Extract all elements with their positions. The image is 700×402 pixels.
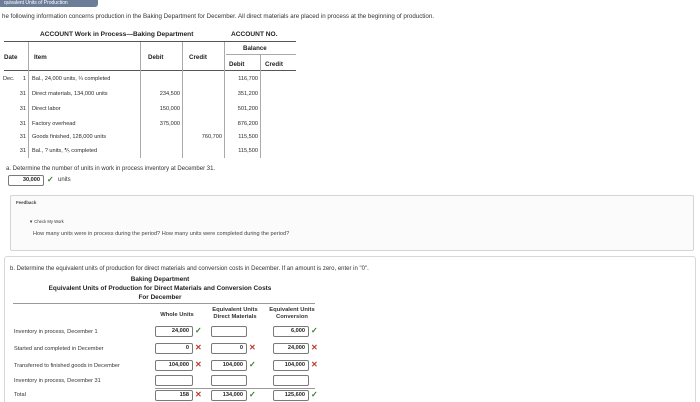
ledger-item: Bal., ? units, ⅗ completed: [32, 148, 98, 154]
account-no-label: ACCOUNT NO.: [231, 31, 278, 38]
eq-cc-input[interactable]: [273, 375, 309, 386]
eq-dm-input[interactable]: 0: [211, 343, 247, 354]
balance-rule: [226, 54, 296, 55]
part-b-panel: [4, 256, 696, 402]
eq-dm-input[interactable]: [211, 375, 247, 386]
ledger-debit: 234,500: [159, 91, 180, 97]
whole-units-input[interactable]: 24,000: [155, 326, 193, 337]
ledger-item: Bal., 24,000 units, ¼ completed: [32, 76, 111, 82]
part-b-question: b. Determine the equivalent units of production for direct materials and conversion costs in December. If an amount is zero, enter in "0".: [10, 266, 369, 272]
col-eq-conversion: Equivalent Units Conversion: [269, 307, 315, 320]
ledger-top-rule: [4, 41, 296, 42]
ledger-divider: [28, 42, 29, 158]
ledger-debit: 150,000: [159, 106, 180, 112]
correct-check-icon: ✓: [195, 326, 202, 335]
eq-dm-input[interactable]: [211, 326, 247, 337]
ledger-item: Direct labor: [32, 106, 61, 112]
incorrect-x-icon: ✕: [195, 390, 202, 399]
ledger-balance: 115,500: [238, 134, 258, 140]
ledger-month: Dec.: [3, 76, 15, 82]
part-a-answer-input[interactable]: 30,000: [8, 175, 44, 186]
row-label-total: Total: [14, 392, 26, 398]
part-a-unit-label: units: [58, 177, 71, 183]
incorrect-x-icon: ✕: [195, 343, 202, 352]
bal-credit-header: Credit: [265, 61, 283, 68]
col-credit-header: Credit: [189, 54, 207, 61]
ledger-balance: 501,200: [237, 106, 258, 112]
ledger-divider: [140, 42, 141, 158]
row-label: Inventory in process, December 31: [14, 378, 101, 384]
ledger-item: Factory overhead: [32, 121, 76, 127]
part-a-question: a. Determine the number of units in work in process inventory at December 31.: [6, 166, 216, 172]
incorrect-x-icon: ✕: [311, 343, 318, 352]
feedback-panel: [10, 195, 694, 251]
row-label: Started and completed in December: [14, 346, 104, 352]
ledger-header-rule: [4, 70, 296, 71]
correct-check-icon: ✓: [249, 360, 256, 369]
department-title: Baking Department: [130, 276, 190, 283]
incorrect-x-icon: ✕: [195, 360, 202, 369]
col-item-header: Item: [34, 54, 47, 61]
schedule-period: For December: [138, 294, 182, 301]
eq-cc-input[interactable]: 24,000: [273, 343, 309, 354]
ledger-balance: 116,700: [238, 76, 258, 82]
ledger-day: 31: [19, 91, 26, 97]
ledger-title: ACCOUNT Work in Process—Baking Department: [40, 31, 194, 38]
ledger-balance: 351,200: [237, 91, 258, 97]
section-tab: quivalent Units of Production: [0, 0, 98, 7]
schedule-title: Equivalent Units of Production for Direct Materials and Conversion Costs: [48, 285, 272, 292]
ledger-item: Goods finished, 128,000 units: [32, 134, 107, 140]
ledger-divider: [182, 42, 183, 158]
eq-cc-input[interactable]: 104,000: [273, 360, 309, 371]
whole-units-input[interactable]: 0: [155, 343, 193, 354]
correct-check-icon: ✓: [311, 390, 318, 399]
feedback-hint: How many units were in process during the period? How many units were completed during the period?: [33, 231, 290, 237]
correct-check-icon: ✓: [47, 175, 54, 184]
ledger-day: 1: [22, 76, 26, 82]
eq-cc-input[interactable]: 6,000: [273, 326, 309, 337]
col-debit-header: Debit: [148, 54, 164, 61]
balance-header: Balance: [243, 45, 267, 52]
ledger-divider: [260, 55, 261, 158]
ledger-credit: 760,700: [201, 134, 222, 140]
ledger-day: 31: [19, 134, 26, 140]
feedback-label: Feedback: [16, 200, 37, 205]
col-eq-direct-materials: Equivalent Units Direct Materials: [212, 307, 258, 320]
eq-dm-total-input[interactable]: 134,000: [211, 390, 247, 401]
whole-units-input[interactable]: 104,000: [155, 360, 193, 371]
bal-debit-header: Debit: [229, 61, 245, 68]
ledger-item: Direct materials, 134,000 units: [32, 91, 108, 97]
eq-dm-input[interactable]: 104,000: [211, 360, 247, 371]
incorrect-x-icon: ✕: [311, 360, 318, 369]
problem-intro: he following information concerns production in the Baking Department for December. All direct materials are placed in process at the beginning of production.: [2, 13, 434, 20]
row-label: Transferred to finished goods in December: [14, 363, 120, 369]
ledger-balance: 115,500: [238, 148, 258, 154]
whole-units-total-input[interactable]: 158: [155, 390, 193, 401]
ledger-debit: 375,000: [159, 121, 180, 127]
total-rule: [155, 388, 315, 389]
row-label: Inventory in process, December 1: [14, 329, 98, 335]
schedule-rule: [13, 303, 315, 304]
ledger-day: 31: [19, 148, 26, 154]
whole-units-input[interactable]: [155, 375, 193, 386]
col-date-header: Date: [4, 54, 18, 61]
ledger-balance: 876,200: [237, 121, 258, 127]
ledger-day: 31: [19, 106, 26, 112]
ledger-divider: [224, 42, 225, 158]
eq-cc-total-input[interactable]: 125,600: [273, 390, 309, 401]
correct-check-icon: ✓: [311, 326, 318, 335]
correct-check-icon: ✓: [249, 390, 256, 399]
incorrect-x-icon: ✕: [249, 343, 256, 352]
col-whole-units: Whole Units: [160, 312, 194, 318]
check-my-work-toggle[interactable]: ▼ Check My Work: [29, 219, 64, 224]
ledger-day: 31: [19, 121, 26, 127]
